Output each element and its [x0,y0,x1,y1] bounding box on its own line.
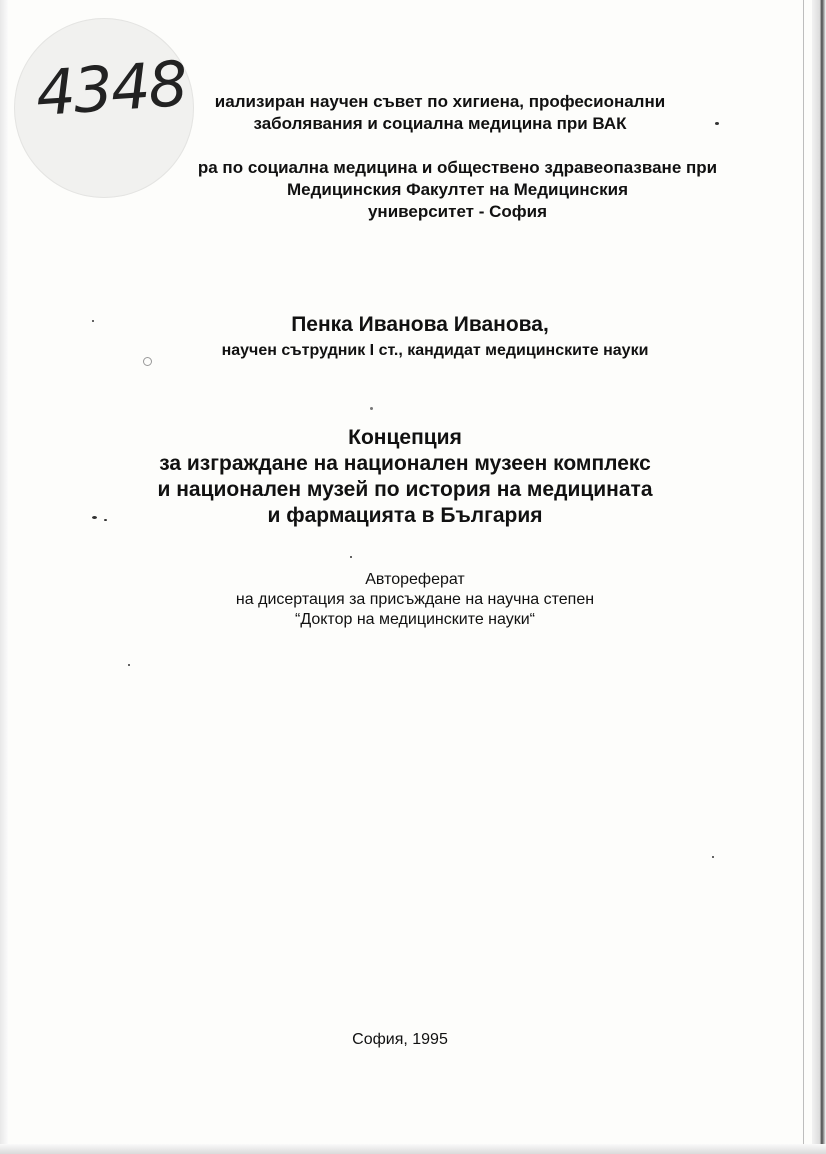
scan-speck [92,320,94,322]
institution-council [175,91,705,135]
dissertation-title-line3: и национален музей по история на медицината [157,478,653,501]
dissertation-title [100,425,710,529]
scan-speck [92,516,97,519]
scan-speck [712,856,714,858]
abstract-subtitle-line2: на дисертация за присъждане на научна степен [235,591,595,608]
institution-department-line1: ра по социална медицина и обществено здравеопазване при [197,158,718,177]
author-title: научен сътрудник I ст., кандидат медицинските науки [221,342,649,359]
institution-council-line1: иализиран научен съвет по хигиена, професионални [214,92,666,111]
author-name: Пенка Иванова Иванова, [291,313,549,336]
scan-speck [370,407,373,410]
scan-speck [143,357,152,366]
scan-right-edge [812,0,826,1154]
scan-speck [715,122,719,125]
institution-department-line2: Медицинския Факултет на Медицинския [287,180,628,199]
abstract-subtitle-line3: “Доктор на медицинските науки“ [295,611,535,628]
place-and-year: София, 1995 [352,1031,448,1048]
scan-speck [104,519,107,521]
dissertation-title-line2: за изграждане на национален музеен комплекс [159,452,651,475]
scan-speck [350,556,352,558]
scan-bottom-edge [0,1144,826,1154]
abstract-subtitle-line1: Автореферат [365,571,465,588]
handwritten-inventory-number: 4348 [33,46,189,131]
dissertation-title-line4: и фармацията в България [267,504,543,527]
institution-department [170,157,745,223]
scan-right-line [803,0,804,1154]
institution-council-line2: заболявания и социална медицина при ВАК [253,114,627,133]
abstract-subtitle [160,570,670,630]
institution-department-line3: университет - София [367,202,548,221]
dissertation-title-line1: Концепция [348,426,462,449]
scan-speck [128,664,130,666]
scan-left-edge [0,0,8,1154]
